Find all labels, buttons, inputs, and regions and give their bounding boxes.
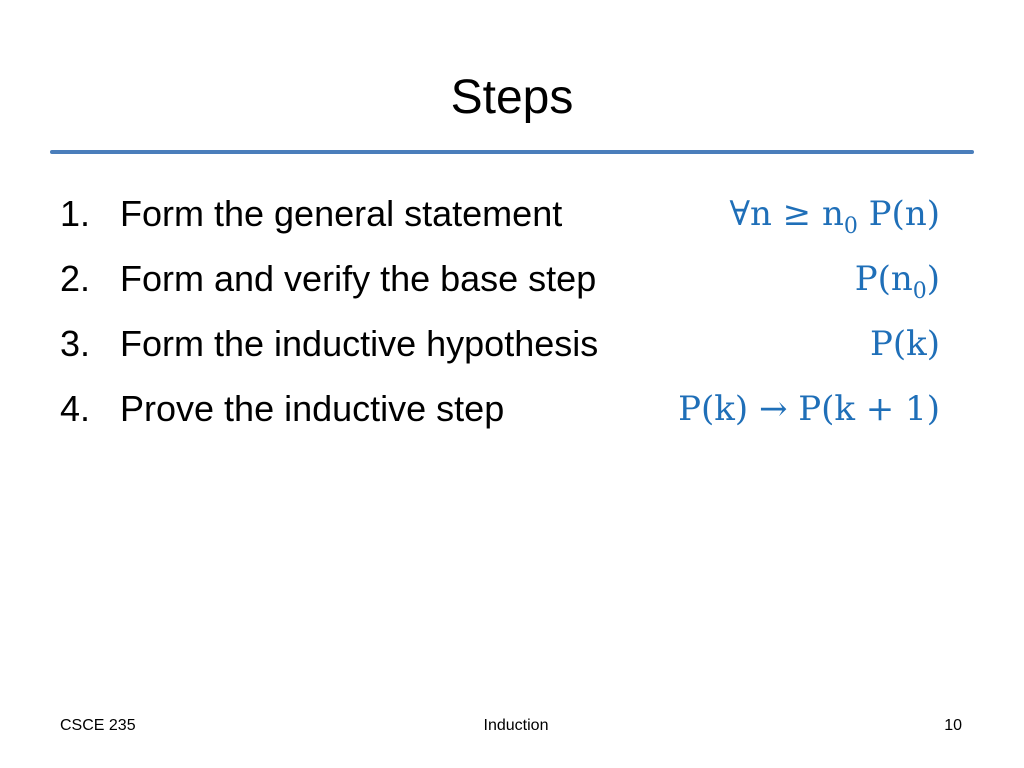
step-text: Form the general statement: [120, 193, 563, 234]
step-text: Prove the inductive step: [120, 388, 505, 429]
step-item-1: [60, 186, 940, 251]
step-item-3: [60, 316, 940, 381]
step-text: Form and verify the base step: [120, 258, 597, 299]
steps-list: [60, 186, 940, 446]
step-text: Form the inductive hypothesis: [120, 323, 599, 364]
step-number: 2.: [60, 258, 91, 299]
slide-title: Steps: [450, 71, 574, 124]
formula-main: ∀n ≥ n: [729, 194, 844, 234]
formula-main: P(k): [869, 324, 940, 364]
formula-tail: ): [926, 259, 940, 299]
formula-main: P(k) → P(k + 1): [678, 389, 940, 429]
step-formula: [870, 316, 940, 385]
formula-tail: P(n): [857, 194, 940, 234]
title-divider: [50, 150, 974, 154]
formula-main: P(n: [854, 259, 913, 299]
footer-page-number: 10: [944, 717, 962, 734]
step-number: 1.: [60, 193, 91, 234]
step-item-4: [60, 381, 940, 446]
footer-topic: Induction: [483, 717, 549, 734]
step-item-2: [60, 251, 940, 316]
step-number: 4.: [60, 388, 91, 429]
step-formula: [678, 381, 940, 450]
formula-subscript: 0: [912, 279, 927, 304]
step-formula: [729, 186, 940, 255]
step-formula: [855, 251, 940, 320]
step-number: 3.: [60, 323, 91, 364]
footer-course: CSCE 235: [60, 717, 136, 734]
formula-subscript: 0: [843, 214, 858, 239]
